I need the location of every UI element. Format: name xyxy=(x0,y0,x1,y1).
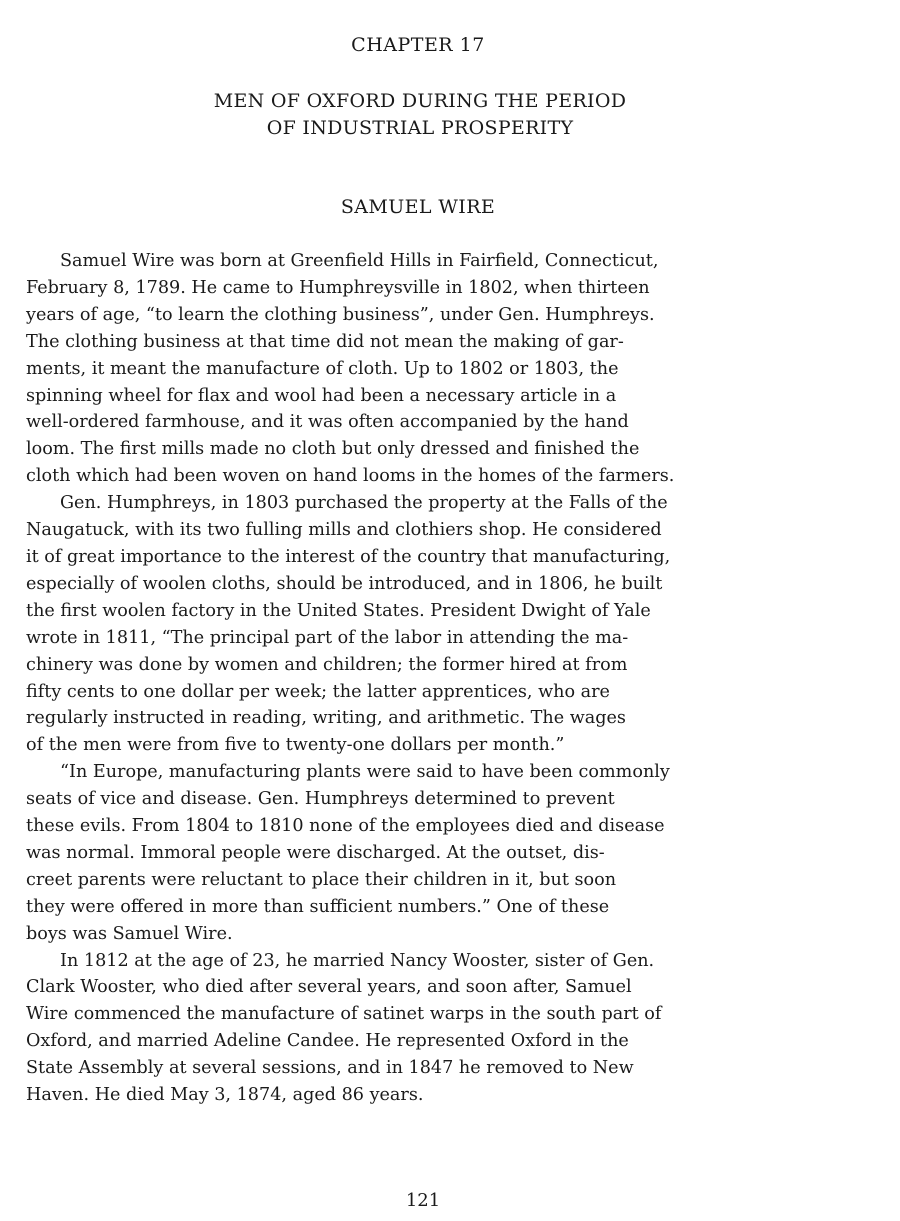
text-line: Clark Wooster, who died after several years, and soon after, Samuel xyxy=(26,977,632,998)
text-line: creet parents were reluctant to place their children in it, but soon xyxy=(26,869,617,890)
text-line: was normal. Immoral people were discharged. At the outset, dis- xyxy=(26,842,605,863)
text-line: the first woolen factory in the United States. President Dwight of Yale xyxy=(26,600,651,621)
text-line: ments, it meant the manufacture of cloth. Up to 1802 or 1803, the xyxy=(26,358,619,379)
chapter-title xyxy=(0,88,840,142)
text-line: February 8, 1789. He came to Humphreysville in 1802, when thirteen xyxy=(26,277,650,298)
text-line: it of great importance to the interest of the country that manufacturing, xyxy=(26,546,671,567)
text-line: well-ordered farmhouse, and it was often accompanied by the hand xyxy=(26,412,629,433)
text-line: In 1812 at the age of 23, he married Nancy Wooster, sister of Gen. xyxy=(60,950,655,971)
text-line: wrote in 1811, “The principal part of the labor in attending the ma- xyxy=(26,627,629,648)
text-line: fifty cents to one dollar per week; the latter apprentices, who are xyxy=(26,681,610,702)
text-line: Wire commenced the manufacture of satinet warps in the south part of xyxy=(26,1004,662,1025)
text-line: chinery was done by women and children; the former hired at from xyxy=(26,654,628,675)
text-line: Samuel Wire was born at Greenfield Hills in Fairfield, Connecticut, xyxy=(60,251,659,271)
text-line: especially of woolen cloths, should be introduced, and in 1806, he built xyxy=(26,573,663,594)
text-line: Haven. He died May 3, 1874, aged 86 years. xyxy=(26,1085,424,1106)
chapter-title-line-2: OF INDUSTRIAL PROSPERITY xyxy=(266,117,574,139)
section-title: SAMUEL WIRE xyxy=(340,196,496,218)
text-line: they were offered in more than sufficient numbers.” One of these xyxy=(26,896,610,917)
text-line: of the men were from five to twenty-one dollars per month.” xyxy=(26,735,565,756)
chapter-label: CHAPTER 17 xyxy=(351,34,485,56)
text-line: The clothing business at that time did not mean the making of gar- xyxy=(26,331,624,352)
body-text xyxy=(26,248,836,1109)
text-line: Oxford, and married Adeline Candee. He represented Oxford in the xyxy=(26,1031,629,1052)
text-line: cloth which had been woven on hand looms in the homes of the farmers. xyxy=(26,466,675,487)
page-number: 121 xyxy=(405,1190,441,1211)
text-line: spinning wheel for flax and wool had been a necessary article in a xyxy=(26,385,617,406)
text-line: “In Europe, manufacturing plants were said to have been commonly xyxy=(60,762,670,783)
text-line: these evils. From 1804 to 1810 none of the employees died and disease xyxy=(26,816,665,837)
text-line: regularly instructed in reading, writing, and arithmetic. The wages xyxy=(26,708,626,729)
text-line: Gen. Humphreys, in 1803 purchased the property at the Falls of the xyxy=(60,493,668,514)
text-line: seats of vice and disease. Gen. Humphreys determined to prevent xyxy=(26,789,615,810)
chapter-title-line-1: MEN OF OXFORD DURING THE PERIOD xyxy=(213,90,627,112)
text-line: years of age, “to learn the clothing business”, under Gen. Humphreys. xyxy=(26,304,655,325)
text-line: Naugatuck, with its two fulling mills and clothiers shop. He considered xyxy=(26,520,662,541)
text-line: State Assembly at several sessions, and in 1847 he removed to New xyxy=(26,1058,634,1079)
text-line: loom. The first mills made no cloth but only dressed and finished the xyxy=(26,439,640,460)
text-line: boys was Samuel Wire. xyxy=(26,923,233,944)
